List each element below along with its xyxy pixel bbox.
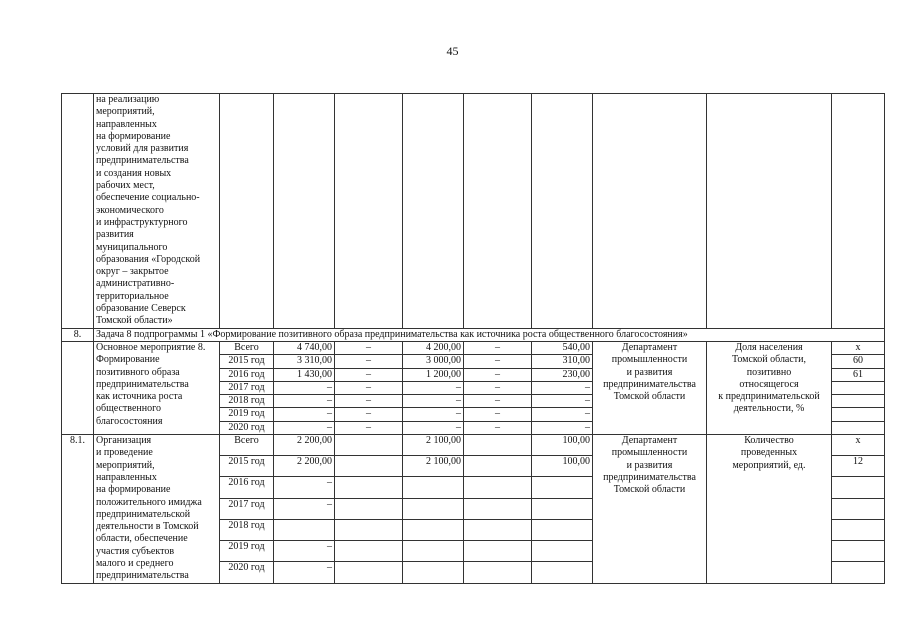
- total-amount: –: [274, 477, 335, 498]
- federal-budget: –: [335, 341, 403, 354]
- indicator-value: [832, 381, 885, 394]
- local-budget: [464, 498, 532, 519]
- total-amount: 4 740,00: [274, 341, 335, 354]
- extrabudgetary: [532, 519, 593, 540]
- extrabudgetary: 100,00: [532, 456, 593, 477]
- main-activity-8-block: [62, 341, 885, 434]
- year-label: 2017 год: [220, 498, 274, 519]
- year-label: 2018 год: [220, 519, 274, 540]
- activity-name-cell: на реализацию мероприятий, направленных на формирование условий для развития предпринимательства и создания новых рабочих мест, обеспечение социально- экономического и инфраструктурного развития муниципального образования «Городской округ – закрытое административно- территориальное образование Северск Томской области»: [94, 94, 220, 329]
- task-number: 8.: [62, 328, 94, 341]
- indicator-name: Доля населения Томской области, позитивно относящегося к предпринимательской деятельности, %: [707, 341, 832, 434]
- total-amount: –: [274, 395, 335, 408]
- local-budget: –: [464, 421, 532, 434]
- total-amount: –: [274, 381, 335, 394]
- page-number: 45: [446, 44, 459, 58]
- year-label: Всего: [220, 341, 274, 354]
- extrabudgetary: 310,00: [532, 355, 593, 368]
- regional-budget: –: [403, 421, 464, 434]
- year-row: [62, 341, 885, 354]
- indicator-value: [832, 541, 885, 562]
- indicator-value: 60: [832, 355, 885, 368]
- activity-name: Основное мероприятие 8. Формирование позитивного образа предпринимательства как источника роста общественного благосостояния: [94, 341, 220, 434]
- regional-budget: [403, 477, 464, 498]
- activity-8-1-block: [62, 435, 885, 584]
- local-budget: –: [464, 408, 532, 421]
- federal-budget: –: [335, 421, 403, 434]
- federal-budget: [335, 477, 403, 498]
- regional-budget: 3 000,00: [403, 355, 464, 368]
- total-amount: –: [274, 421, 335, 434]
- federal-budget: [335, 562, 403, 583]
- federal-budget: –: [335, 395, 403, 408]
- extrabudgetary: [532, 498, 593, 519]
- extrabudgetary: –: [532, 421, 593, 434]
- extrabudgetary: [532, 541, 593, 562]
- extrabudgetary: 100,00: [532, 435, 593, 456]
- year-label: 2020 год: [220, 562, 274, 583]
- year-label: 2019 год: [220, 541, 274, 562]
- regional-budget: –: [403, 381, 464, 394]
- activity-name: Организация и проведение мероприятий, направленных на формирование положительного имиджа предпринимательской деятельности в Томской области, обеспечение участия субъектов малого и среднего предпринимательства: [94, 435, 220, 584]
- item-number: 8.1.: [62, 435, 94, 584]
- regional-budget: [403, 562, 464, 583]
- regional-budget: –: [403, 408, 464, 421]
- total-amount: 3 310,00: [274, 355, 335, 368]
- local-budget: –: [464, 341, 532, 354]
- total-amount: –: [274, 408, 335, 421]
- extrabudgetary: 230,00: [532, 368, 593, 381]
- total-amount: –: [274, 562, 335, 583]
- local-budget: –: [464, 381, 532, 394]
- extrabudgetary: [532, 477, 593, 498]
- indicator-value: 61: [832, 368, 885, 381]
- year-label: 2017 год: [220, 381, 274, 394]
- local-budget: [464, 541, 532, 562]
- indicator-value: [832, 421, 885, 434]
- indicator-value: x: [832, 341, 885, 354]
- regional-budget: 2 100,00: [403, 456, 464, 477]
- local-budget: –: [464, 368, 532, 381]
- federal-budget: [335, 498, 403, 519]
- regional-budget: [403, 541, 464, 562]
- regional-budget: 4 200,00: [403, 341, 464, 354]
- extrabudgetary: –: [532, 395, 593, 408]
- year-label: 2019 год: [220, 408, 274, 421]
- local-budget: [464, 477, 532, 498]
- indicator-value: 12: [832, 456, 885, 477]
- regional-budget: [403, 519, 464, 540]
- total-amount: 2 200,00: [274, 435, 335, 456]
- year-label: 2016 год: [220, 477, 274, 498]
- total-amount: 2 200,00: [274, 456, 335, 477]
- year-label: 2015 год: [220, 355, 274, 368]
- local-budget: –: [464, 355, 532, 368]
- executor: Департамент промышленности и развития предпринимательства Томской области: [593, 435, 707, 584]
- federal-budget: [335, 541, 403, 562]
- regional-budget: 2 100,00: [403, 435, 464, 456]
- federal-budget: [335, 519, 403, 540]
- extrabudgetary: [532, 562, 593, 583]
- total-amount: –: [274, 498, 335, 519]
- total-amount: [274, 519, 335, 540]
- continuation-row: [62, 94, 885, 329]
- budget-table: [61, 93, 885, 584]
- indicator-value: x: [832, 435, 885, 456]
- extrabudgetary: –: [532, 381, 593, 394]
- total-amount: –: [274, 541, 335, 562]
- indicator-name: Количество проведенных мероприятий, ед.: [707, 435, 832, 584]
- extrabudgetary: –: [532, 408, 593, 421]
- local-budget: –: [464, 395, 532, 408]
- task-title: Задача 8 подпрограммы 1 «Формирование позитивного образа предпринимательства как источника роста общественного благосостояния»: [94, 328, 885, 341]
- total-amount: 1 430,00: [274, 368, 335, 381]
- indicator-value: [832, 562, 885, 583]
- item-number: [62, 341, 94, 434]
- federal-budget: –: [335, 381, 403, 394]
- year-label: Всего: [220, 435, 274, 456]
- regional-budget: –: [403, 395, 464, 408]
- local-budget: [464, 519, 532, 540]
- regional-budget: [403, 498, 464, 519]
- num-cell: [62, 94, 94, 329]
- indicator-value: [832, 395, 885, 408]
- year-label: 2016 год: [220, 368, 274, 381]
- year-label: 2020 год: [220, 421, 274, 434]
- federal-budget: –: [335, 355, 403, 368]
- local-budget: [464, 562, 532, 583]
- regional-budget: 1 200,00: [403, 368, 464, 381]
- indicator-value: [832, 477, 885, 498]
- year-label: 2018 год: [220, 395, 274, 408]
- federal-budget: [335, 456, 403, 477]
- local-budget: [464, 435, 532, 456]
- year-row: [62, 435, 885, 456]
- federal-budget: [335, 435, 403, 456]
- federal-budget: –: [335, 368, 403, 381]
- federal-budget: –: [335, 408, 403, 421]
- year-label: 2015 год: [220, 456, 274, 477]
- indicator-value: [832, 519, 885, 540]
- indicator-value: [832, 498, 885, 519]
- extrabudgetary: 540,00: [532, 341, 593, 354]
- local-budget: [464, 456, 532, 477]
- executor: Департамент промышленности и развития предпринимательства Томской области: [593, 341, 707, 434]
- indicator-value: [832, 408, 885, 421]
- task-header-row: [62, 328, 885, 341]
